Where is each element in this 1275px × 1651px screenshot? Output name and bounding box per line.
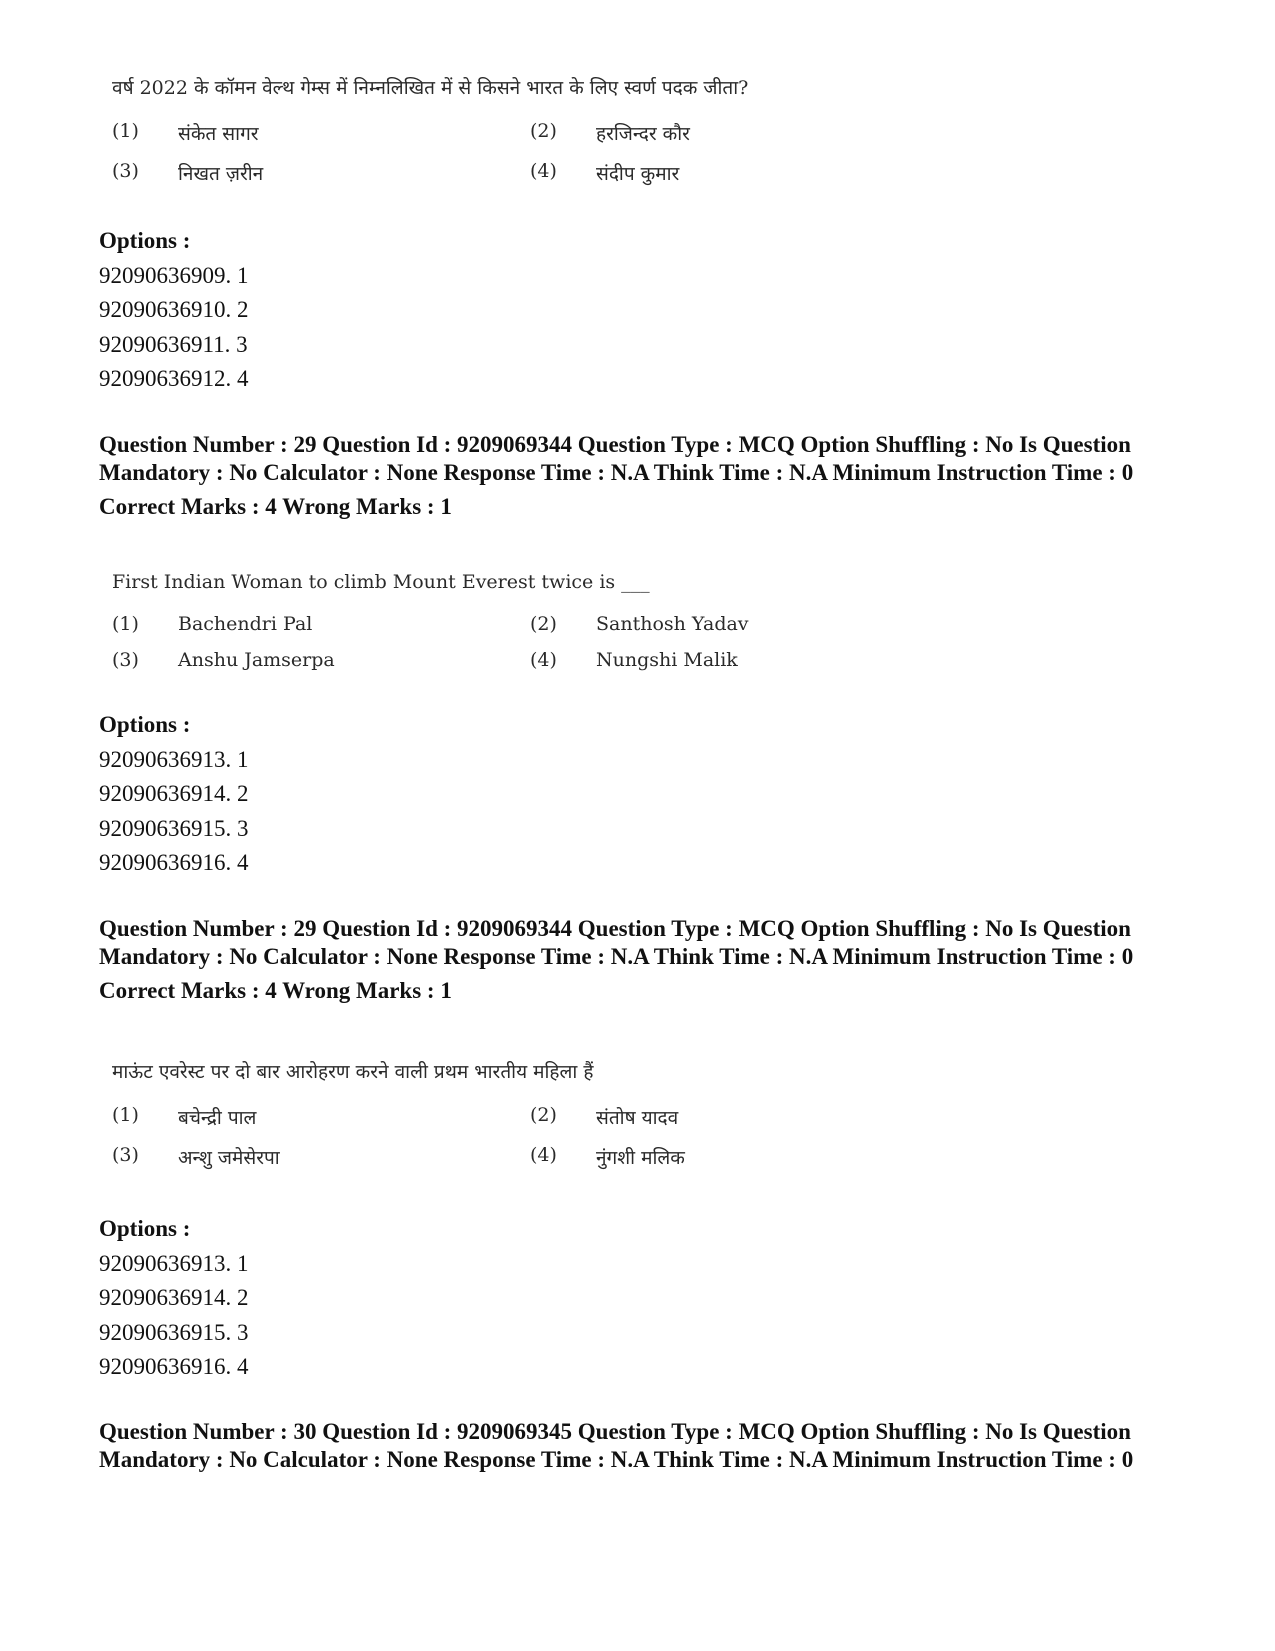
choice-text: Nungshi Malik — [596, 649, 738, 671]
question-meta — [99, 431, 1179, 521]
choice-number: (1) — [112, 1104, 139, 1126]
option-item: 92090636916. 4 — [99, 1354, 249, 1379]
choice-text: Bachendri Pal — [178, 613, 313, 635]
choice-4 — [530, 1144, 830, 1170]
question-image-hindi-everest — [112, 1058, 830, 1170]
question-image-hindi-cwg — [112, 74, 830, 186]
choice-number: (4) — [530, 649, 557, 671]
options-heading: Options : — [99, 228, 191, 253]
option-item: 92090636914. 2 — [99, 781, 249, 806]
options-list — [99, 224, 249, 397]
choice-number: (1) — [112, 613, 139, 635]
question-stem: माऊंट एवरेस्ट पर दो बार आरोहरण करने वाली प्रथम भारतीय महिला हैं — [112, 1061, 594, 1083]
choice-text: संतोष यादव — [596, 1107, 679, 1129]
options-list — [99, 708, 249, 881]
choice-text: Santhosh Yadav — [596, 613, 749, 635]
options-list — [99, 1212, 249, 1385]
question-meta-text: Question Number : 30 Question Id : 9209069345 Question Type : MCQ Option Shuffling : No Is Question Mandatory : No Calculator : None Response Time : N.A Think Time : N.A Minimum Instruction Time : 0 — [99, 1419, 1134, 1472]
choice-number: (3) — [112, 649, 139, 671]
choice-4 — [530, 160, 830, 186]
choice-1 — [112, 120, 530, 146]
question-image-english-everest — [112, 571, 830, 671]
choice-2 — [530, 1104, 830, 1130]
choice-number: (4) — [530, 160, 557, 182]
option-item: 92090636909. 1 — [99, 262, 249, 288]
option-item: 92090636914. 2 — [99, 1285, 249, 1310]
choice-grid — [112, 613, 830, 671]
question-stem: First Indian Woman to climb Mount Everest twice is ___ — [112, 571, 650, 593]
choice-text: बचेन्द्री पाल — [178, 1107, 257, 1129]
choice-grid — [112, 1104, 830, 1170]
choice-text: नुंगशी मलिक — [596, 1147, 685, 1169]
marks-line: Correct Marks : 4 Wrong Marks : 1 — [99, 494, 452, 519]
options-heading: Options : — [99, 712, 191, 737]
option-item: 92090636915. 3 — [99, 815, 249, 841]
marks-line: Correct Marks : 4 Wrong Marks : 1 — [99, 978, 452, 1003]
choice-1 — [112, 1104, 530, 1130]
choice-2 — [530, 613, 830, 635]
choice-number: (4) — [530, 1144, 557, 1166]
choice-text: हरजिन्दर कौर — [596, 123, 690, 145]
choice-number: (3) — [112, 160, 139, 182]
option-item: 92090636913. 1 — [99, 1250, 249, 1276]
options-heading: Options : — [99, 1216, 191, 1241]
question-meta — [99, 915, 1179, 1005]
choice-4 — [530, 649, 830, 671]
choice-number: (1) — [112, 120, 139, 142]
option-item: 92090636910. 2 — [99, 297, 249, 322]
choice-3 — [112, 160, 530, 186]
question-meta-text: Question Number : 29 Question Id : 9209069344 Question Type : MCQ Option Shuffling : No Is Question Mandatory : No Calculator : None Response Time : N.A Think Time : N.A Minimum Instruction Time : 0 — [99, 432, 1134, 485]
choice-number: (2) — [530, 1104, 557, 1126]
choice-number: (2) — [530, 120, 557, 142]
choice-text: अन्शु जमेसेरपा — [178, 1147, 280, 1169]
option-item: 92090636912. 4 — [99, 366, 249, 391]
choice-number: (3) — [112, 1144, 139, 1166]
option-item: 92090636911. 3 — [99, 331, 248, 357]
choice-3 — [112, 649, 530, 671]
question-meta — [99, 1418, 1179, 1474]
choice-1 — [112, 613, 530, 635]
choice-2 — [530, 120, 830, 146]
choice-text: संकेत सागर — [178, 123, 259, 145]
choice-number: (2) — [530, 613, 557, 635]
option-item: 92090636916. 4 — [99, 850, 249, 875]
question-stem: वर्ष 2022 के कॉमन वेल्थ गेम्स में निम्नलिखित में से किसने भारत के लिए स्वर्ण पदक जीता? — [112, 77, 749, 99]
choice-text: संदीप कुमार — [596, 163, 680, 185]
option-item: 92090636913. 1 — [99, 746, 249, 772]
choice-3 — [112, 1144, 530, 1170]
option-item: 92090636915. 3 — [99, 1319, 249, 1345]
choice-text: निखत ज़रीन — [178, 163, 264, 185]
question-meta-text: Question Number : 29 Question Id : 9209069344 Question Type : MCQ Option Shuffling : No Is Question Mandatory : No Calculator : None Response Time : N.A Think Time : N.A Minimum Instruction Time : 0 — [99, 916, 1134, 969]
choice-text: Anshu Jamserpa — [178, 649, 335, 671]
choice-grid — [112, 120, 830, 186]
